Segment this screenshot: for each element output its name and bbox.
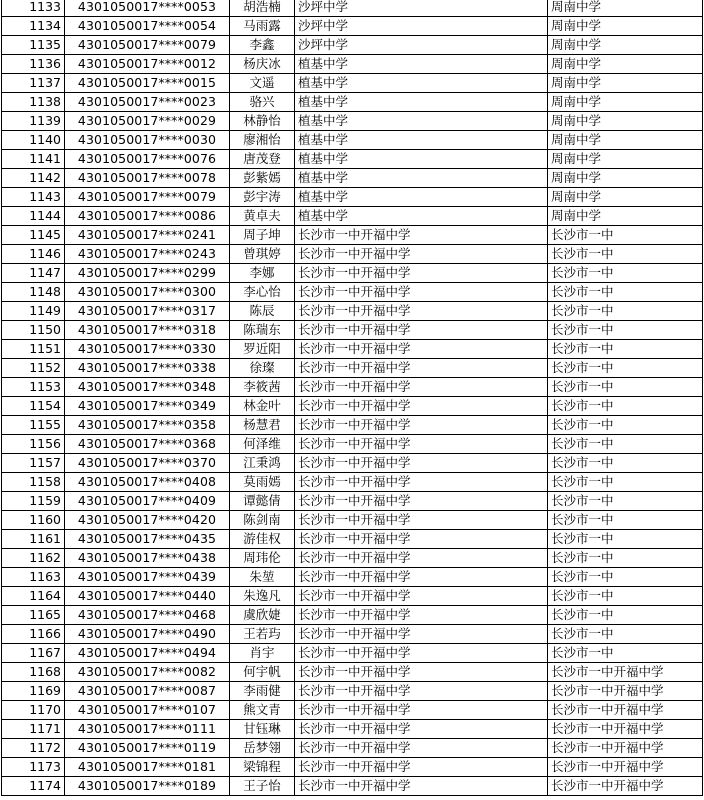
row-number-cell: 1171 [2,720,65,739]
table-row [2,112,703,131]
student-id-cell: 4301050017****0370 [65,454,230,473]
student-id-cell: 4301050017****0023 [65,93,230,112]
row-number-cell: 1170 [2,701,65,720]
student-name-cell: 周子坤 [230,226,295,245]
origin-school-cell: 长沙市一中开福中学 [295,340,548,359]
student-id-cell: 4301050017****0079 [65,188,230,207]
student-name-cell: 李雨健 [230,682,295,701]
origin-school-cell: 长沙市一中开福中学 [295,530,548,549]
student-name-cell: 廖湘怡 [230,131,295,150]
table-row [2,188,703,207]
student-id-cell: 4301050017****0030 [65,131,230,150]
student-id-cell: 4301050017****0053 [65,0,230,17]
table-row [2,587,703,606]
table-row [2,758,703,777]
table-row [2,492,703,511]
origin-school-cell: 长沙市一中开福中学 [295,245,548,264]
admitted-school-cell: 长沙市一中 [548,644,703,663]
admitted-school-cell: 长沙市一中 [548,416,703,435]
row-number-cell: 1157 [2,454,65,473]
admitted-school-cell: 长沙市一中 [548,340,703,359]
student-id-cell: 4301050017****0435 [65,530,230,549]
student-id-cell: 4301050017****0107 [65,701,230,720]
origin-school-cell: 长沙市一中开福中学 [295,739,548,758]
student-name-cell: 徐璨 [230,359,295,378]
table-row [2,568,703,587]
row-number-cell: 1142 [2,169,65,188]
student-name-cell: 谭懿倩 [230,492,295,511]
table-row [2,435,703,454]
row-number-cell: 1149 [2,302,65,321]
admitted-school-cell: 长沙市一中 [548,245,703,264]
student-name-cell: 唐茂登 [230,150,295,169]
table-row [2,530,703,549]
student-name-cell: 莫雨嫣 [230,473,295,492]
row-number-cell: 1155 [2,416,65,435]
origin-school-cell: 植基中学 [295,188,548,207]
origin-school-cell: 长沙市一中开福中学 [295,492,548,511]
table-row [2,17,703,36]
student-name-cell: 朱堃 [230,568,295,587]
origin-school-cell: 长沙市一中开福中学 [295,549,548,568]
admitted-school-cell: 周南中学 [548,74,703,93]
admitted-school-cell: 周南中学 [548,17,703,36]
admitted-school-cell: 周南中学 [548,112,703,131]
student-name-cell: 王若玙 [230,625,295,644]
row-number-cell: 1133 [2,0,65,17]
row-number-cell: 1160 [2,511,65,530]
table-row [2,511,703,530]
row-number-cell: 1140 [2,131,65,150]
student-id-cell: 4301050017****0317 [65,302,230,321]
student-id-cell: 4301050017****0439 [65,568,230,587]
admitted-school-cell: 长沙市一中开福中学 [548,777,703,796]
table-row [2,720,703,739]
student-name-cell: 林金叶 [230,397,295,416]
table-row [2,0,703,17]
origin-school-cell: 植基中学 [295,150,548,169]
origin-school-cell: 长沙市一中开福中学 [295,682,548,701]
row-number-cell: 1169 [2,682,65,701]
student-id-cell: 4301050017****0358 [65,416,230,435]
student-id-cell: 4301050017****0349 [65,397,230,416]
student-name-cell: 肖宇 [230,644,295,663]
admitted-school-cell: 长沙市一中开福中学 [548,701,703,720]
student-name-cell: 陈辰 [230,302,295,321]
row-number-cell: 1154 [2,397,65,416]
table-row [2,302,703,321]
origin-school-cell: 长沙市一中开福中学 [295,283,548,302]
table-row [2,245,703,264]
table-row [2,454,703,473]
student-id-cell: 4301050017****0029 [65,112,230,131]
origin-school-cell: 长沙市一中开福中学 [295,264,548,283]
admitted-school-cell: 长沙市一中开福中学 [548,682,703,701]
admitted-school-cell: 长沙市一中开福中学 [548,720,703,739]
student-name-cell: 游佳权 [230,530,295,549]
admitted-school-cell: 周南中学 [548,93,703,112]
row-number-cell: 1158 [2,473,65,492]
student-name-cell: 杨慧君 [230,416,295,435]
student-name-cell: 文遥 [230,74,295,93]
admitted-school-cell: 周南中学 [548,169,703,188]
student-name-cell: 胡浩楠 [230,0,295,17]
student-name-cell: 彭宇涛 [230,188,295,207]
student-id-cell: 4301050017****0189 [65,777,230,796]
student-name-cell: 虞欣婕 [230,606,295,625]
admitted-school-cell: 长沙市一中 [548,226,703,245]
admitted-school-cell: 长沙市一中 [548,625,703,644]
student-id-cell: 4301050017****0241 [65,226,230,245]
origin-school-cell: 长沙市一中开福中学 [295,758,548,777]
origin-school-cell: 长沙市一中开福中学 [295,644,548,663]
table-row [2,226,703,245]
origin-school-cell: 长沙市一中开福中学 [295,587,548,606]
student-id-cell: 4301050017****0076 [65,150,230,169]
student-name-cell: 熊文青 [230,701,295,720]
student-id-cell: 4301050017****0119 [65,739,230,758]
admission-table-body [2,0,703,796]
admitted-school-cell: 长沙市一中 [548,321,703,340]
table-row [2,777,703,796]
row-number-cell: 1135 [2,36,65,55]
student-id-cell: 4301050017****0087 [65,682,230,701]
row-number-cell: 1146 [2,245,65,264]
student-name-cell: 罗近阳 [230,340,295,359]
origin-school-cell: 长沙市一中开福中学 [295,720,548,739]
row-number-cell: 1162 [2,549,65,568]
row-number-cell: 1150 [2,321,65,340]
origin-school-cell: 长沙市一中开福中学 [295,435,548,454]
admitted-school-cell: 长沙市一中 [548,264,703,283]
admitted-school-cell: 周南中学 [548,207,703,226]
student-id-cell: 4301050017****0243 [65,245,230,264]
row-number-cell: 1138 [2,93,65,112]
student-name-cell: 梁锦程 [230,758,295,777]
table-row [2,606,703,625]
student-id-cell: 4301050017****0468 [65,606,230,625]
admitted-school-cell: 长沙市一中 [548,454,703,473]
student-name-cell: 李心怡 [230,283,295,302]
student-id-cell: 4301050017****0111 [65,720,230,739]
student-id-cell: 4301050017****0348 [65,378,230,397]
student-id-cell: 4301050017****0438 [65,549,230,568]
origin-school-cell: 长沙市一中开福中学 [295,302,548,321]
admitted-school-cell: 长沙市一中 [548,397,703,416]
student-name-cell: 王子怡 [230,777,295,796]
origin-school-cell: 长沙市一中开福中学 [295,473,548,492]
origin-school-cell: 长沙市一中开福中学 [295,226,548,245]
student-name-cell: 杨庆冰 [230,55,295,74]
student-name-cell: 黄卓夫 [230,207,295,226]
student-id-cell: 4301050017****0181 [65,758,230,777]
origin-school-cell: 长沙市一中开福中学 [295,701,548,720]
origin-school-cell: 长沙市一中开福中学 [295,625,548,644]
table-row [2,340,703,359]
origin-school-cell: 植基中学 [295,207,548,226]
table-row [2,682,703,701]
admitted-school-cell: 长沙市一中 [548,587,703,606]
table-row [2,663,703,682]
row-number-cell: 1156 [2,435,65,454]
student-name-cell: 林静怡 [230,112,295,131]
admitted-school-cell: 长沙市一中 [548,283,703,302]
student-id-cell: 4301050017****0299 [65,264,230,283]
student-name-cell: 何宇帆 [230,663,295,682]
origin-school-cell: 长沙市一中开福中学 [295,454,548,473]
admitted-school-cell: 周南中学 [548,36,703,55]
student-name-cell: 曾琪婷 [230,245,295,264]
origin-school-cell: 沙坪中学 [295,36,548,55]
student-id-cell: 4301050017****0440 [65,587,230,606]
student-id-cell: 4301050017****0368 [65,435,230,454]
student-name-cell: 骆兴 [230,93,295,112]
student-id-cell: 4301050017****0318 [65,321,230,340]
student-name-cell: 周玮伦 [230,549,295,568]
table-row [2,150,703,169]
table-row [2,93,703,112]
table-row [2,36,703,55]
row-number-cell: 1153 [2,378,65,397]
table-row [2,169,703,188]
admitted-school-cell: 周南中学 [548,55,703,74]
origin-school-cell: 沙坪中学 [295,0,548,17]
admitted-school-cell: 长沙市一中 [548,302,703,321]
student-id-cell: 4301050017****0420 [65,511,230,530]
admitted-school-cell: 周南中学 [548,131,703,150]
student-id-cell: 4301050017****0082 [65,663,230,682]
admitted-school-cell: 长沙市一中开福中学 [548,739,703,758]
row-number-cell: 1168 [2,663,65,682]
student-id-cell: 4301050017****0300 [65,283,230,302]
student-name-cell: 甘钰琳 [230,720,295,739]
row-number-cell: 1137 [2,74,65,93]
row-number-cell: 1151 [2,340,65,359]
origin-school-cell: 长沙市一中开福中学 [295,321,548,340]
student-name-cell: 李鑫 [230,36,295,55]
table-row [2,644,703,663]
student-name-cell: 李筱茜 [230,378,295,397]
origin-school-cell: 植基中学 [295,131,548,150]
table-row [2,283,703,302]
table-row [2,739,703,758]
origin-school-cell: 植基中学 [295,112,548,131]
admitted-school-cell: 长沙市一中 [548,511,703,530]
student-name-cell: 何泽维 [230,435,295,454]
table-row [2,625,703,644]
student-id-cell: 4301050017****0494 [65,644,230,663]
admitted-school-cell: 长沙市一中 [548,606,703,625]
origin-school-cell: 植基中学 [295,93,548,112]
origin-school-cell: 植基中学 [295,55,548,74]
admitted-school-cell: 长沙市一中开福中学 [548,758,703,777]
row-number-cell: 1161 [2,530,65,549]
student-id-cell: 4301050017****0408 [65,473,230,492]
row-number-cell: 1139 [2,112,65,131]
student-id-cell: 4301050017****0012 [65,55,230,74]
row-number-cell: 1145 [2,226,65,245]
student-id-cell: 4301050017****0338 [65,359,230,378]
row-number-cell: 1163 [2,568,65,587]
origin-school-cell: 长沙市一中开福中学 [295,663,548,682]
student-id-cell: 4301050017****0330 [65,340,230,359]
admitted-school-cell: 长沙市一中 [548,473,703,492]
table-row [2,55,703,74]
table-row [2,207,703,226]
row-number-cell: 1152 [2,359,65,378]
row-number-cell: 1136 [2,55,65,74]
table-row [2,359,703,378]
row-number-cell: 1141 [2,150,65,169]
student-name-cell: 彭紫嫣 [230,169,295,188]
table-row [2,416,703,435]
origin-school-cell: 沙坪中学 [295,17,548,36]
origin-school-cell: 长沙市一中开福中学 [295,397,548,416]
admitted-school-cell: 长沙市一中 [548,435,703,454]
admitted-school-cell: 长沙市一中 [548,359,703,378]
table-row [2,378,703,397]
row-number-cell: 1159 [2,492,65,511]
table-row [2,321,703,340]
student-name-cell: 马雨露 [230,17,295,36]
student-id-cell: 4301050017****0086 [65,207,230,226]
table-row [2,74,703,93]
row-number-cell: 1172 [2,739,65,758]
student-id-cell: 4301050017****0078 [65,169,230,188]
admitted-school-cell: 周南中学 [548,0,703,17]
admitted-school-cell: 长沙市一中开福中学 [548,663,703,682]
row-number-cell: 1173 [2,758,65,777]
student-id-cell: 4301050017****0015 [65,74,230,93]
table-row [2,701,703,720]
student-id-cell: 4301050017****0490 [65,625,230,644]
origin-school-cell: 长沙市一中开福中学 [295,511,548,530]
student-name-cell: 岳梦翎 [230,739,295,758]
student-name-cell: 朱逸凡 [230,587,295,606]
row-number-cell: 1174 [2,777,65,796]
origin-school-cell: 长沙市一中开福中学 [295,359,548,378]
student-name-cell: 陈剑南 [230,511,295,530]
row-number-cell: 1147 [2,264,65,283]
row-number-cell: 1144 [2,207,65,226]
admitted-school-cell: 周南中学 [548,188,703,207]
origin-school-cell: 植基中学 [295,74,548,93]
row-number-cell: 1143 [2,188,65,207]
admitted-school-cell: 长沙市一中 [548,568,703,587]
origin-school-cell: 长沙市一中开福中学 [295,606,548,625]
origin-school-cell: 长沙市一中开福中学 [295,416,548,435]
student-name-cell: 李娜 [230,264,295,283]
admitted-school-cell: 长沙市一中 [548,378,703,397]
admitted-school-cell: 长沙市一中 [548,492,703,511]
student-id-cell: 4301050017****0079 [65,36,230,55]
admitted-school-cell: 长沙市一中 [548,530,703,549]
table-row [2,473,703,492]
origin-school-cell: 长沙市一中开福中学 [295,568,548,587]
student-name-cell: 陈瑞东 [230,321,295,340]
row-number-cell: 1148 [2,283,65,302]
table-row [2,264,703,283]
admission-table [1,0,703,796]
student-id-cell: 4301050017****0054 [65,17,230,36]
table-row [2,549,703,568]
row-number-cell: 1134 [2,17,65,36]
admitted-school-cell: 周南中学 [548,150,703,169]
origin-school-cell: 长沙市一中开福中学 [295,777,548,796]
row-number-cell: 1167 [2,644,65,663]
row-number-cell: 1165 [2,606,65,625]
table-row [2,131,703,150]
table-row [2,397,703,416]
admitted-school-cell: 长沙市一中 [548,549,703,568]
row-number-cell: 1164 [2,587,65,606]
student-name-cell: 江秉鸿 [230,454,295,473]
student-id-cell: 4301050017****0409 [65,492,230,511]
origin-school-cell: 长沙市一中开福中学 [295,378,548,397]
row-number-cell: 1166 [2,625,65,644]
origin-school-cell: 植基中学 [295,169,548,188]
